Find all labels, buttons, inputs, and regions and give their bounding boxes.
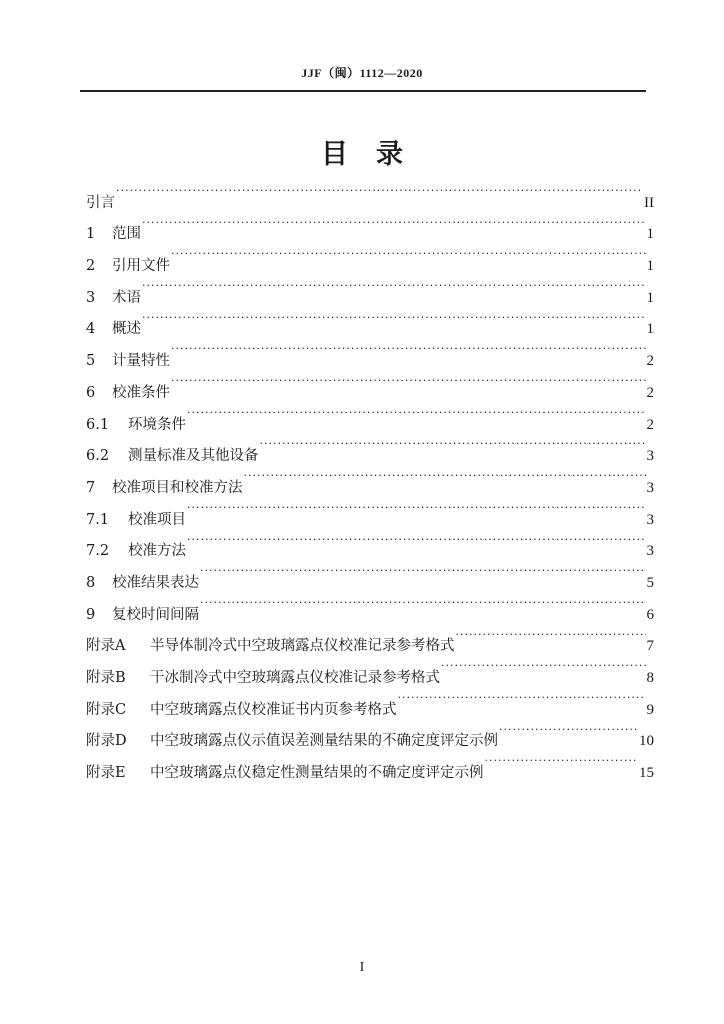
toc-entry-page: 3 (646, 448, 654, 465)
toc-entry-page: 8 (646, 670, 654, 686)
toc-entry-page: 10 (639, 733, 654, 750)
toc-entry-number: 6.1 (86, 416, 110, 433)
toc-entry-page: 15 (639, 765, 654, 782)
table-of-contents (86, 175, 654, 782)
toc-entry-label: 校准结果表达 (112, 574, 199, 591)
toc-entry[interactable] (86, 397, 654, 433)
dot-leader (171, 238, 646, 270)
dot-leader (116, 175, 643, 207)
toc-entry-label: 校准方法 (128, 543, 186, 560)
toc-entry-number: 7.2 (86, 543, 110, 560)
toc-entry-page: 2 (646, 384, 654, 401)
toc-entry-number: 1 (86, 226, 96, 243)
toc-entry-label: 概述 (112, 321, 141, 338)
toc-entry[interactable] (86, 365, 654, 401)
toc-entry[interactable] (86, 333, 654, 370)
dot-leader (187, 492, 646, 524)
toc-entry-page: 6 (646, 606, 654, 623)
dot-leader (187, 524, 646, 556)
toc-entry-label: 范围 (112, 226, 141, 243)
toc-entry-label: 干冰制冷式中空玻璃露点仪校准记录参考格式 (150, 670, 440, 686)
toc-entry[interactable] (86, 238, 654, 275)
page-title: 目录 (321, 139, 431, 170)
dot-leader (142, 207, 646, 239)
toc-entry-label: 校准条件 (112, 384, 170, 401)
toc-entry-label: 测量标准及其他设备 (128, 448, 259, 465)
toc-entry-page: 1 (646, 226, 654, 243)
toc-entry[interactable] (86, 207, 654, 243)
toc-entry-number: 7 (86, 479, 96, 496)
toc-entry-page: 9 (646, 701, 654, 718)
toc-entry-number: 附录D (86, 733, 127, 750)
header-rule (80, 90, 646, 92)
toc-entry-label: 术语 (112, 289, 141, 306)
toc-entry-number: 附录E (86, 765, 126, 782)
toc-entry-label: 半导体制冷式中空玻璃露点仪校准记录参考格式 (150, 638, 455, 655)
toc-entry-page: 2 (646, 416, 654, 433)
toc-entry-page: 1 (646, 289, 654, 306)
toc-entry-label: 中空玻璃露点仪校准证书内页参考格式 (150, 701, 397, 718)
toc-entry-page: 7 (646, 638, 654, 655)
toc-entry-number: 2 (86, 258, 96, 275)
toc-entry-label: 校准项目和校准方法 (112, 479, 243, 496)
toc-entry-page: 3 (646, 511, 654, 528)
toc-entry[interactable] (86, 302, 654, 338)
toc-entry-number: 7.1 (86, 511, 110, 528)
toc-entry-number: 8 (86, 574, 96, 591)
dot-leader (499, 714, 638, 746)
running-header: JJF（闽）1112—2020 (301, 66, 423, 80)
toc-entry-number: 附录B (86, 670, 126, 686)
page-number: I (359, 960, 365, 975)
toc-entry-page: II (644, 194, 654, 211)
toc-entry-label: 引言 (86, 194, 115, 211)
toc-entry-label: 复校时间间隔 (112, 606, 199, 623)
toc-entry-label: 引用文件 (112, 258, 170, 275)
dot-leader (441, 650, 646, 682)
toc-entry-label: 计量特性 (112, 353, 170, 370)
dot-leader (398, 682, 646, 714)
dot-leader (187, 397, 646, 429)
toc-entry-page: 3 (646, 543, 654, 560)
toc-entry-page: 3 (646, 479, 654, 496)
toc-entry-number: 附录A (86, 638, 126, 655)
dot-leader (260, 429, 646, 461)
dot-leader (244, 460, 646, 492)
dot-leader (142, 302, 646, 334)
dot-leader (200, 555, 646, 587)
dot-leader (200, 587, 646, 619)
toc-entry[interactable] (86, 175, 654, 211)
toc-entry-number: 6 (86, 384, 96, 401)
dot-leader (485, 745, 639, 777)
toc-entry-page: 1 (646, 258, 654, 275)
toc-entry-number: 5 (86, 353, 96, 370)
dot-leader (171, 365, 646, 397)
toc-entry-number: 4 (86, 321, 96, 338)
toc-entry-number: 9 (86, 606, 96, 623)
toc-entry-label: 中空玻璃露点仪稳定性测量结果的不确定度评定示例 (150, 765, 484, 782)
toc-entry-page: 1 (646, 321, 654, 338)
dot-leader (456, 619, 646, 651)
toc-entry-page: 5 (646, 574, 654, 591)
toc-entry-number: 6.2 (86, 448, 110, 465)
toc-entry-label: 环境条件 (128, 416, 186, 433)
toc-entry-number: 3 (86, 289, 96, 306)
toc-entry-page: 2 (646, 353, 654, 370)
dot-leader (142, 270, 646, 302)
toc-entry-number: 附录C (86, 701, 127, 718)
dot-leader (171, 333, 646, 365)
toc-entry[interactable] (86, 270, 654, 306)
toc-entry-label: 中空玻璃露点仪示值误差测量结果的不确定度评定示例 (150, 733, 498, 750)
toc-entry-label: 校准项目 (128, 511, 186, 528)
